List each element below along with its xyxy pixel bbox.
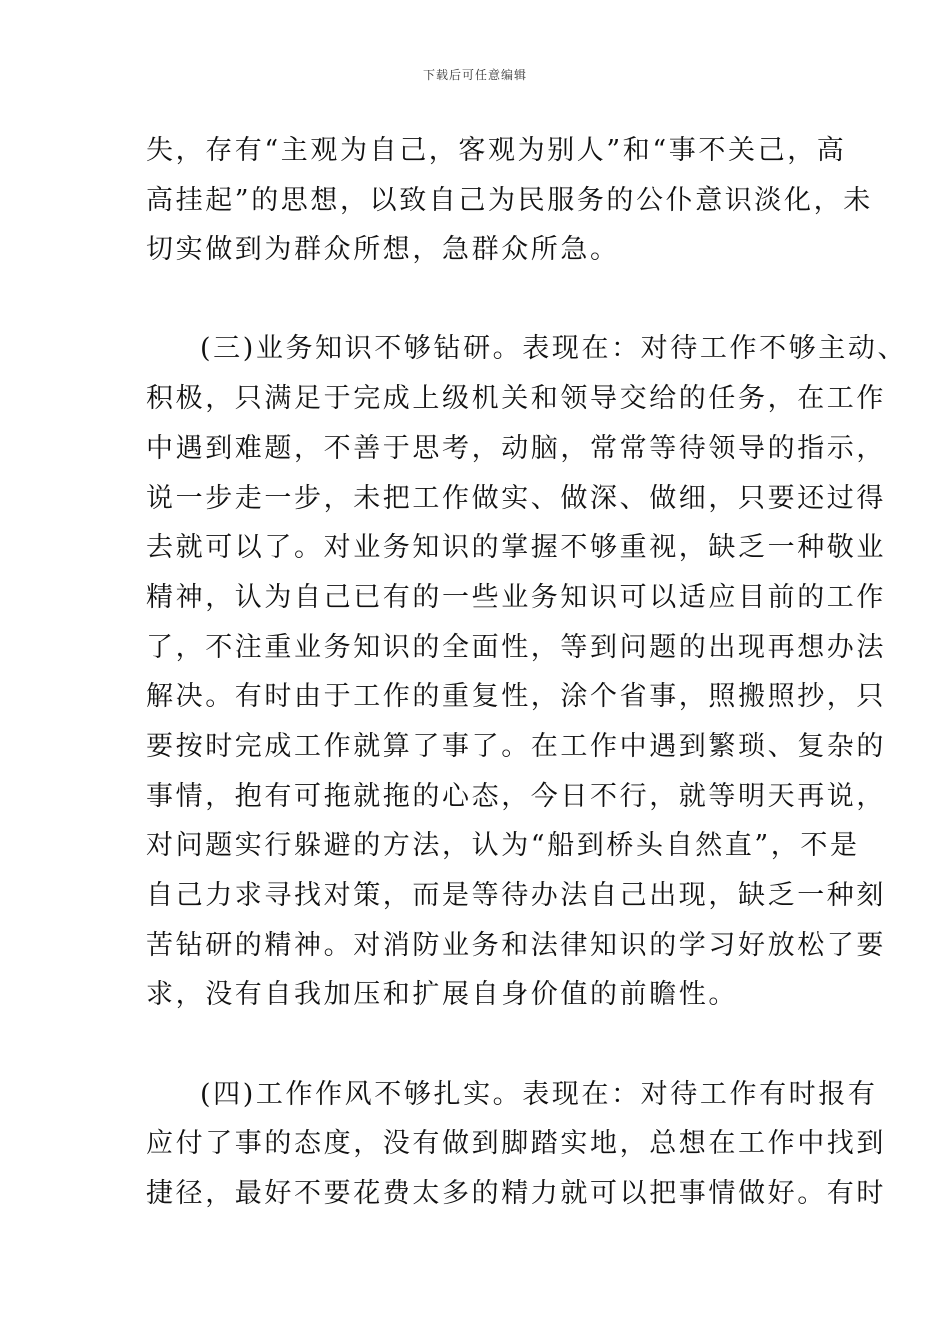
paragraph-1-line-3: 切实做到为群众所想，急群众所急。 bbox=[146, 234, 620, 265]
paragraph-2-line-3: 中遇到难题，不善于思考，动脑，常常等待领导的指示， bbox=[146, 433, 886, 464]
paragraph-3-line-3: 捷径，最好不要花费太多的精力就可以把事情做好。有时 bbox=[146, 1178, 886, 1209]
paragraph-1-line-2: 高挂起”的思想，以致自己为民服务的公仆意识淡化，未 bbox=[146, 185, 873, 216]
paragraph-2-line-7: 了，不注重业务知识的全面性，等到问题的出现再想办法 bbox=[146, 632, 886, 663]
page-header: 下载后可任意编辑 bbox=[422, 68, 527, 82]
paragraph-2-line-2: 积极，只满足于完成上级机关和领导交给的任务，在工作 bbox=[146, 383, 886, 414]
paragraph-2-line-11: 对问题实行躲避的方法，认为“船到桥头自然直”，不是 bbox=[146, 830, 860, 861]
paragraph-1-line-1: 失，存有“主观为自己，客观为别人”和“事不关己，高 bbox=[146, 135, 847, 166]
paragraph-2-line-4: 说一步走一步，未把工作做实、做深、做细，只要还过得 bbox=[146, 483, 886, 514]
paragraph-2-line-12: 自己力求寻找对策，而是等待办法自己出现，缺乏一种刻 bbox=[146, 880, 886, 911]
paragraph-2-line-9: 要按时完成工作就算了事了。在工作中遇到繁琐、复杂的 bbox=[146, 731, 886, 762]
paragraph-3-line-2: 应付了事的态度，没有做到脚踏实地，总想在工作中找到 bbox=[146, 1128, 886, 1159]
paragraph-2-line-8: 解决。有时由于工作的重复性，涂个省事，照搬照抄，只 bbox=[146, 681, 886, 712]
paragraph-3-line-1: (四)工作作风不够扎实。表现在：对待工作有时报有 bbox=[200, 1079, 878, 1110]
paragraph-2-line-14: 求，没有自我加压和扩展自身价值的前瞻性。 bbox=[146, 979, 738, 1010]
paragraph-2-line-1: (三)业务知识不够钻研。表现在：对待工作不够主动、 bbox=[200, 333, 908, 364]
paragraph-2-line-10: 事情，抱有可拖就拖的心态，今日不行，就等明天再说， bbox=[146, 781, 886, 812]
paragraph-2-line-13: 苦钻研的精神。对消防业务和法律知识的学习好放松了要 bbox=[146, 930, 886, 961]
paragraph-2-line-5: 去就可以了。对业务知识的掌握不够重视，缺乏一种敬业 bbox=[146, 532, 886, 563]
paragraph-2-line-6: 精神，认为自己已有的一些业务知识可以适应目前的工作 bbox=[146, 582, 886, 613]
